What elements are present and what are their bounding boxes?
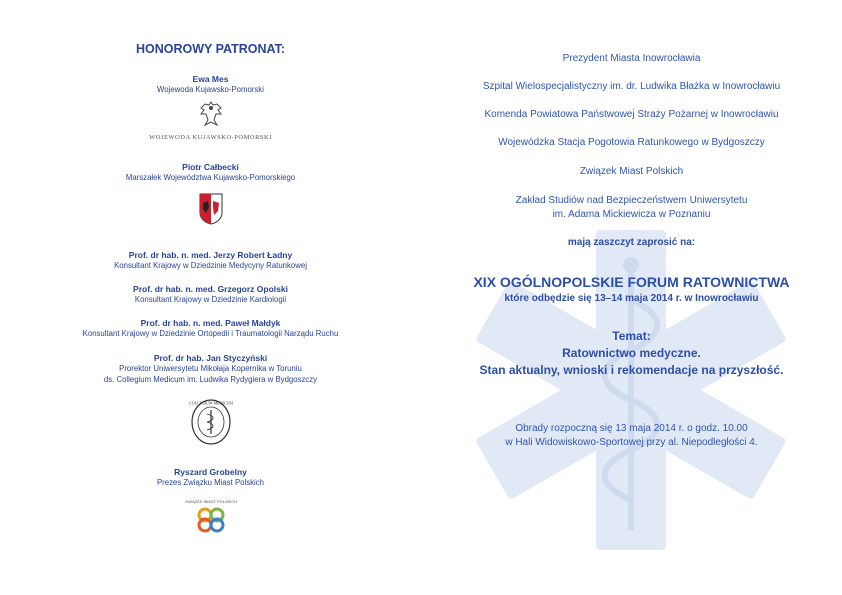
- info-line: Obrady rozpoczną się 13 maja 2014 r. o godz. 10.00: [515, 423, 748, 434]
- inviter-line: Wojewódzka Stacja Pogotowia Ratunkowego w Bydgoszczy: [498, 137, 765, 148]
- patron-name: Piotr Całbecki: [182, 162, 239, 172]
- patron-title: Prezes Związku Miast Polskich: [156, 478, 265, 487]
- patron-title: Konsultant Krajowy w Dziedzinie Kardiologii: [134, 295, 287, 304]
- patron-title: Wojewoda Kujawsko-Pomorski: [157, 85, 264, 94]
- temat-label: Temat:: [612, 329, 651, 343]
- patron-name: Ewa Mes: [192, 74, 229, 84]
- temat-line: Stan aktualny, wnioski i rekomendacje na przyszłość.: [479, 363, 784, 377]
- patron-block: [0, 467, 421, 488]
- info-line: w Hali Widowiskowo-Sportowej przy al. Niepodległości 4.: [505, 437, 758, 448]
- patron-title: Konsultant Krajowy w Dziedzinie Medycyny Ratunkowej: [114, 261, 307, 270]
- seal-text: COLLEGIUM MEDICUM: [189, 400, 233, 406]
- patron-title: Marszałek Województwa Kujawsko-Pomorskiego: [125, 173, 296, 182]
- patron-block: [0, 353, 421, 385]
- polish-eagle-icon: [199, 100, 223, 128]
- patron-name: Prof. dr hab. n. med. Grzegorz Opolski: [133, 284, 288, 294]
- patron-title: ds. Collegium Medicum im. Ludwika Rydygiera w Bydgoszczy: [103, 375, 318, 384]
- zmp-text: ZWIĄZEK MIAST POLSKICH: [184, 499, 238, 504]
- inviter-line: Prezydent Miasta Inowrocławia: [562, 53, 701, 64]
- patron-block: [0, 162, 421, 183]
- inviter-line: Związek Miast Polskich: [579, 166, 684, 177]
- patron-title: Konsultant Krajowy w Dziedzinie Ortopedii i Traumatologii Narządu Ruchu: [82, 329, 339, 338]
- invite-line: mają zaszczyt zaprosić na:: [567, 237, 696, 248]
- patron-name: Prof. dr hab. n. med. Jerzy Robert Ładny: [128, 250, 293, 260]
- patron-block: [0, 284, 421, 305]
- inviter-line: Szpital Wielospecjalistyczny im. dr. Ludwika Błażka w Inowrocławiu: [482, 81, 781, 92]
- regional-crest-icon: [199, 193, 223, 225]
- right-panel: [421, 0, 842, 595]
- event-title: XIX OGÓLNOPOLSKIE FORUM RATOWNICTWA: [473, 274, 790, 290]
- temat-line: Ratownictwo medyczne.: [562, 346, 701, 360]
- patron-block: [0, 318, 421, 339]
- patron-block: [0, 74, 421, 95]
- patron-name: Prof. dr hab. Jan Styczyński: [153, 353, 268, 363]
- inviter-line: Komenda Powiatowa Państwowej Straży Pożarnej w Inowrocławiu: [484, 109, 779, 120]
- zmp-logo-icon: [184, 495, 238, 541]
- zaklad-line: im. Adama Mickiewicza w Poznaniu: [552, 209, 711, 220]
- wojewoda-caption: WOJEWODA KUJAWSKO-POMORSKI: [149, 134, 272, 141]
- collegium-medicum-seal-icon: [190, 398, 232, 446]
- patron-block: [0, 250, 421, 271]
- patron-name: Prof. dr hab. n. med. Paweł Małdyk: [140, 318, 281, 328]
- zaklad-line: Zakład Studiów nad Bezpieczeństwem Uniwersytetu: [515, 195, 748, 206]
- patron-name: Ryszard Grobelny: [174, 467, 247, 477]
- patron-title: Prorektor Uniwersytetu Mikołaja Kopernika w Toruniu: [119, 364, 302, 373]
- event-subtitle: które odbędzie się 13–14 maja 2014 r. w Inowrocławiu: [504, 293, 759, 304]
- honorary-patronage-heading: HONOROWY PATRONAT:: [135, 42, 286, 56]
